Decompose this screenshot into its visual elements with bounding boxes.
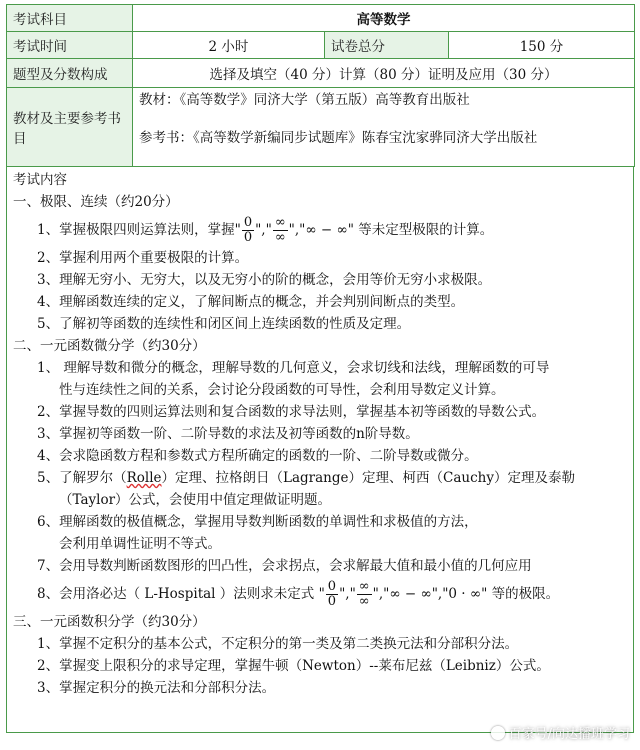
content-heading: 考试内容 [13, 172, 67, 188]
syllabus-page [6, 4, 634, 733]
score-value: 150 分 [449, 32, 635, 59]
list-item: 2、掌握变上限积分的求导定理，掌握牛顿（Newton）--莱布尼兹（Leibniz）公式。 [37, 658, 550, 674]
list-item: 5、了解初等函数的连续性和闭区间上连续函数的性质及定理。 [37, 316, 411, 332]
section-integral-title: 三、一元函数积分学（约30分） [13, 614, 206, 630]
books-cell [133, 88, 635, 167]
list-item: 2、掌握利用两个重要极限的计算。 [37, 250, 249, 266]
paw-icon [491, 726, 505, 740]
time-value: 2 小时 [133, 32, 325, 59]
list-item: 1、掌握极限四则运算法则，掌握" $\frac{0}{0}$ "," $\frac{\infty}{\infty}$ ","∞ − ∞" 等未定型极限的计算。 [37, 215, 494, 245]
books-label: 教材及主要参考书目 [7, 88, 133, 167]
list-item: 6、理解函数的极值概念，掌握用导数判断函数的单调性和求极值的方法， [37, 514, 478, 530]
list-item: 4、会求隐函数方程和参数式方程所确定的函数的一阶、二阶导数或微分。 [37, 448, 478, 464]
list-item: 4、理解函数连续的定义，了解间断点的概念，并会判别间断点的类型。 [37, 294, 465, 310]
list-item: 3、掌握定积分的换元法和分部积分法。 [37, 680, 276, 696]
fraction-inf-inf: $\frac{\infty}{\infty}$ [274, 215, 286, 245]
watermark: 百家号/向达播班学习 [491, 723, 630, 742]
reference-book: 参考书：《高等数学新编同步试题库》陈春宝沈家骅同济大学出版社 [139, 130, 538, 146]
fraction-zero-zero: $\frac{0}{0}$ [327, 579, 337, 609]
list-item: 8、会用洛必达（ L-Hospital ）法则求未定式 " $\frac{0}{0}$ "," $\frac{\infty}{\infty}$ ","∞ − ∞","0 · ∞" 等的极限。 [37, 579, 560, 609]
rolle-term: Rolle [126, 470, 162, 486]
list-item-continuation: （Taylor）公式，会使用中值定理做证明题。 [59, 492, 332, 508]
exam-info-table [6, 4, 635, 167]
list-item: 2、掌握导数的四则运算法则和复合函数的求导法则，掌握基本初等函数的导数公式。 [37, 404, 546, 420]
section-differential-title: 二、一元函数微分学（约30分） [13, 338, 206, 354]
list-item: 7、会用导数判断函数图形的凹凸性，会求拐点，会求解最大值和最小值的几何应用 [37, 558, 532, 574]
subject-label: 考试科目 [7, 5, 133, 32]
list-item: 1、掌握不定积分的基本公式，不定积分的第一类及第二类换元法和分部积分法。 [37, 636, 519, 652]
fraction-inf-inf: $\frac{\infty}{\infty}$ [358, 579, 370, 609]
textbook: 教材：《高等数学》同济大学（第五版）高等教育出版社 [139, 92, 470, 108]
fraction-zero-zero: $\frac{0}{0}$ [243, 215, 253, 245]
list-item-continuation: 会利用单调性证明不等式。 [59, 536, 221, 552]
types-label: 题型及分数构成 [7, 59, 133, 88]
list-item: 1、 理解导数和微分的概念，理解导数的几何意义，会求切线和法线，理解函数的可导 [37, 360, 550, 376]
list-item: 3、理解无穷小、无穷大，以及无穷小的阶的概念，会用等价无穷小求极限。 [37, 272, 492, 288]
section-limits-title: 一、极限、连续（约20分） [13, 194, 179, 210]
time-label: 考试时间 [7, 32, 133, 59]
score-label: 试卷总分 [325, 32, 449, 59]
exam-content [6, 167, 634, 733]
types-value: 选择及填空（40 分）计算（80 分）证明及应用（30 分） [133, 59, 635, 88]
list-item: 5、了解罗尔（Rolle）定理、拉格朗日（Lagrange）定理、柯西（Cauchy）定理及泰勒 [37, 470, 575, 486]
list-item: 3、掌握初等函数一阶、二阶导数的求法及初等函数的n阶导数。 [37, 426, 419, 442]
subject-value: 高等数学 [133, 5, 635, 32]
list-item-continuation: 性与连续性之间的关系，会讨论分段函数的可导性，会利用导数定义计算。 [59, 382, 505, 398]
